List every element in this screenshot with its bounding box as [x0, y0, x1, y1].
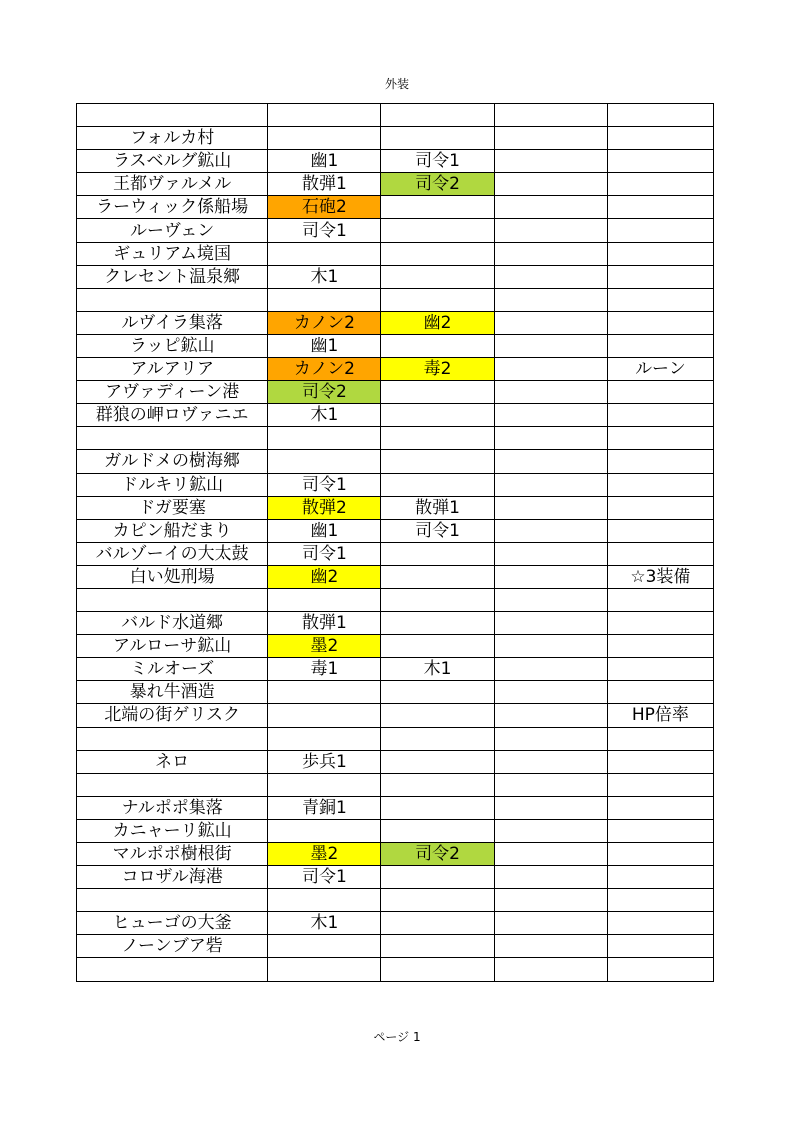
- value-cell-col1[interactable]: 木1: [268, 404, 381, 427]
- value-cell-col3[interactable]: [494, 542, 607, 565]
- value-cell-col3[interactable]: [494, 658, 607, 681]
- table-row: [77, 427, 714, 450]
- value-cell-col1[interactable]: [268, 958, 381, 981]
- table-row: [77, 104, 714, 127]
- value-cell-col4[interactable]: [607, 773, 713, 796]
- value-cell-col3[interactable]: [494, 265, 607, 288]
- value-cell-col2[interactable]: [381, 473, 494, 496]
- value-cell-col4[interactable]: [607, 889, 713, 912]
- value-cell-col4[interactable]: [607, 311, 713, 334]
- table-row: [77, 958, 714, 981]
- value-cell-col1[interactable]: 幽1: [268, 519, 381, 542]
- value-cell-col4[interactable]: [607, 150, 713, 173]
- value-cell-col1[interactable]: 幽1: [268, 150, 381, 173]
- value-cell-col3[interactable]: [494, 889, 607, 912]
- table-row: [77, 773, 714, 796]
- value-cell-col3[interactable]: [494, 404, 607, 427]
- value-cell-col2[interactable]: 幽2: [381, 311, 494, 334]
- value-cell-col1[interactable]: 墨2: [268, 843, 381, 866]
- value-cell-col2[interactable]: [381, 750, 494, 773]
- value-cell-col2[interactable]: 司令2: [381, 843, 494, 866]
- value-cell-col1[interactable]: 幽1: [268, 334, 381, 357]
- value-cell-col4[interactable]: [607, 334, 713, 357]
- value-cell-col1[interactable]: 幽2: [268, 565, 381, 588]
- location-name-cell[interactable]: 王都ヴァルメル: [77, 173, 268, 196]
- table-row: [77, 542, 714, 565]
- value-cell-col4[interactable]: [607, 612, 713, 635]
- value-cell-col3[interactable]: [494, 173, 607, 196]
- value-cell-col1[interactable]: 司令1: [268, 542, 381, 565]
- location-name-cell[interactable]: ラッピ鉱山: [77, 334, 268, 357]
- value-cell-col4[interactable]: [607, 219, 713, 242]
- value-cell-col1[interactable]: [268, 681, 381, 704]
- table-row: [77, 450, 714, 473]
- value-cell-col3[interactable]: [494, 219, 607, 242]
- value-cell-col2[interactable]: [381, 866, 494, 889]
- value-cell-col3[interactable]: [494, 381, 607, 404]
- location-name-cell[interactable]: ルヴイラ集落: [77, 311, 268, 334]
- value-cell-col1[interactable]: [268, 819, 381, 842]
- value-cell-col2[interactable]: [381, 773, 494, 796]
- location-name-cell[interactable]: ギュリアム境国: [77, 242, 268, 265]
- location-name-cell[interactable]: ミルオーズ: [77, 658, 268, 681]
- location-name-cell[interactable]: [77, 104, 268, 127]
- table-row: [77, 381, 714, 404]
- table-row: [77, 727, 714, 750]
- location-name-cell[interactable]: 群狼の岬ロヴァニエ: [77, 404, 268, 427]
- table-row: [77, 889, 714, 912]
- value-cell-col4[interactable]: [607, 288, 713, 311]
- value-cell-col2[interactable]: [381, 819, 494, 842]
- location-name-cell[interactable]: [77, 958, 268, 981]
- value-cell-col1[interactable]: [268, 773, 381, 796]
- location-name-cell[interactable]: クレセント温泉郷: [77, 265, 268, 288]
- value-cell-col2[interactable]: [381, 612, 494, 635]
- value-cell-col3[interactable]: [494, 819, 607, 842]
- value-cell-col2[interactable]: [381, 242, 494, 265]
- value-cell-col3[interactable]: [494, 242, 607, 265]
- value-cell-col4[interactable]: [607, 127, 713, 150]
- location-name-cell[interactable]: ラーウィック係船場: [77, 196, 268, 219]
- value-cell-col1[interactable]: 石砲2: [268, 196, 381, 219]
- value-cell-col2[interactable]: [381, 404, 494, 427]
- value-cell-col3[interactable]: [494, 588, 607, 611]
- value-cell-col3[interactable]: [494, 358, 607, 381]
- value-cell-col1[interactable]: [268, 288, 381, 311]
- value-cell-col2[interactable]: [381, 958, 494, 981]
- value-cell-col3[interactable]: [494, 104, 607, 127]
- value-cell-col3[interactable]: [494, 288, 607, 311]
- value-cell-col2[interactable]: 司令1: [381, 150, 494, 173]
- value-cell-col3[interactable]: [494, 450, 607, 473]
- location-name-cell[interactable]: [77, 427, 268, 450]
- table-row: [77, 635, 714, 658]
- location-name-cell[interactable]: バルド水道郷: [77, 612, 268, 635]
- value-cell-col1[interactable]: [268, 427, 381, 450]
- value-cell-col3[interactable]: [494, 150, 607, 173]
- location-name-cell[interactable]: アルアリア: [77, 358, 268, 381]
- value-cell-col3[interactable]: [494, 127, 607, 150]
- value-cell-col3[interactable]: [494, 473, 607, 496]
- value-cell-col4[interactable]: [607, 450, 713, 473]
- value-cell-col1[interactable]: 木1: [268, 912, 381, 935]
- value-cell-col1[interactable]: 墨2: [268, 635, 381, 658]
- value-cell-col1[interactable]: [268, 727, 381, 750]
- value-cell-col3[interactable]: [494, 912, 607, 935]
- table-row: [77, 473, 714, 496]
- value-cell-col4[interactable]: [607, 658, 713, 681]
- location-name-cell[interactable]: カニャーリ鉱山: [77, 819, 268, 842]
- location-name-cell[interactable]: アヴァディーン港: [77, 381, 268, 404]
- table-row: [77, 288, 714, 311]
- value-cell-col4[interactable]: [607, 912, 713, 935]
- value-cell-col2[interactable]: [381, 127, 494, 150]
- value-cell-col1[interactable]: 青銅1: [268, 796, 381, 819]
- value-cell-col2[interactable]: [381, 427, 494, 450]
- value-cell-col1[interactable]: 毒1: [268, 658, 381, 681]
- value-cell-col2[interactable]: [381, 450, 494, 473]
- table-row: [77, 750, 714, 773]
- location-name-cell[interactable]: 暴れ牛酒造: [77, 681, 268, 704]
- value-cell-col2[interactable]: 毒2: [381, 358, 494, 381]
- table-row: [77, 588, 714, 611]
- location-name-cell[interactable]: [77, 588, 268, 611]
- value-cell-col2[interactable]: [381, 334, 494, 357]
- value-cell-col3[interactable]: [494, 750, 607, 773]
- value-cell-col4[interactable]: ☆3装備: [607, 565, 713, 588]
- table-row: [77, 219, 714, 242]
- spreadsheet-table: [76, 103, 714, 982]
- value-cell-col3[interactable]: [494, 635, 607, 658]
- table-row: [77, 866, 714, 889]
- value-cell-col2[interactable]: [381, 196, 494, 219]
- location-name-cell[interactable]: アルローサ鉱山: [77, 635, 268, 658]
- value-cell-col4[interactable]: [607, 750, 713, 773]
- value-cell-col1[interactable]: [268, 450, 381, 473]
- value-cell-col1[interactable]: 司令1: [268, 866, 381, 889]
- table-row: [77, 311, 714, 334]
- value-cell-col1[interactable]: [268, 935, 381, 958]
- value-cell-col2[interactable]: [381, 542, 494, 565]
- value-cell-col2[interactable]: 散弾1: [381, 496, 494, 519]
- value-cell-col2[interactable]: [381, 681, 494, 704]
- table-row: [77, 681, 714, 704]
- value-cell-col1[interactable]: [268, 889, 381, 912]
- table-row: [77, 796, 714, 819]
- value-cell-col3[interactable]: [494, 866, 607, 889]
- value-cell-col4[interactable]: [607, 381, 713, 404]
- value-cell-col3[interactable]: [494, 796, 607, 819]
- value-cell-col3[interactable]: [494, 843, 607, 866]
- value-cell-col3[interactable]: [494, 612, 607, 635]
- value-cell-col4[interactable]: [607, 265, 713, 288]
- value-cell-col3[interactable]: [494, 727, 607, 750]
- table-row: [77, 935, 714, 958]
- table-row: [77, 196, 714, 219]
- value-cell-col3[interactable]: [494, 704, 607, 727]
- value-cell-col4[interactable]: ルーン: [607, 358, 713, 381]
- location-name-cell[interactable]: 北端の街ゲリスク: [77, 704, 268, 727]
- value-cell-col1[interactable]: [268, 127, 381, 150]
- table-row: [77, 912, 714, 935]
- value-cell-col1[interactable]: 散弾1: [268, 173, 381, 196]
- value-cell-col2[interactable]: [381, 104, 494, 127]
- value-cell-col1[interactable]: [268, 104, 381, 127]
- value-cell-col3[interactable]: [494, 773, 607, 796]
- value-cell-col2[interactable]: [381, 704, 494, 727]
- value-cell-col1[interactable]: カノン2: [268, 311, 381, 334]
- value-cell-col3[interactable]: [494, 196, 607, 219]
- value-cell-col4[interactable]: [607, 588, 713, 611]
- value-cell-col2[interactable]: [381, 935, 494, 958]
- value-cell-col2[interactable]: [381, 565, 494, 588]
- value-cell-col3[interactable]: [494, 519, 607, 542]
- table-row: [77, 612, 714, 635]
- table-row: [77, 704, 714, 727]
- value-cell-col4[interactable]: HP倍率: [607, 704, 713, 727]
- value-cell-col4[interactable]: [607, 519, 713, 542]
- value-cell-col2[interactable]: 司令1: [381, 519, 494, 542]
- location-name-cell[interactable]: ノーンブア砦: [77, 935, 268, 958]
- location-name-cell[interactable]: ドルキリ鉱山: [77, 473, 268, 496]
- location-name-cell[interactable]: ヒューゴの大釜: [77, 912, 268, 935]
- table-row: [77, 658, 714, 681]
- value-cell-col3[interactable]: [494, 935, 607, 958]
- value-cell-col4[interactable]: [607, 958, 713, 981]
- value-cell-col2[interactable]: 木1: [381, 658, 494, 681]
- location-name-cell[interactable]: 白い処刑場: [77, 565, 268, 588]
- value-cell-col1[interactable]: カノン2: [268, 358, 381, 381]
- location-name-cell[interactable]: [77, 727, 268, 750]
- value-cell-col1[interactable]: [268, 242, 381, 265]
- table-row: [77, 819, 714, 842]
- table-row: [77, 127, 714, 150]
- value-cell-col2[interactable]: [381, 796, 494, 819]
- spreadsheet-body: [77, 104, 714, 982]
- value-cell-col2[interactable]: [381, 381, 494, 404]
- value-cell-col1[interactable]: 散弾2: [268, 496, 381, 519]
- value-cell-col4[interactable]: [607, 104, 713, 127]
- value-cell-col4[interactable]: [607, 681, 713, 704]
- table-row: [77, 404, 714, 427]
- table-row: [77, 843, 714, 866]
- table-row: [77, 265, 714, 288]
- value-cell-col1[interactable]: [268, 704, 381, 727]
- value-cell-col2[interactable]: [381, 727, 494, 750]
- location-name-cell[interactable]: [77, 889, 268, 912]
- value-cell-col3[interactable]: [494, 334, 607, 357]
- value-cell-col1[interactable]: 木1: [268, 265, 381, 288]
- value-cell-col4[interactable]: [607, 796, 713, 819]
- value-cell-col3[interactable]: [494, 427, 607, 450]
- location-name-cell[interactable]: コロザル海港: [77, 866, 268, 889]
- value-cell-col4[interactable]: [607, 404, 713, 427]
- table-row: [77, 334, 714, 357]
- value-cell-col4[interactable]: [607, 427, 713, 450]
- table-row: [77, 173, 714, 196]
- value-cell-col4[interactable]: [607, 935, 713, 958]
- location-name-cell[interactable]: バルゾーイの大太鼓: [77, 542, 268, 565]
- location-name-cell[interactable]: カピン船だまり: [77, 519, 268, 542]
- value-cell-col4[interactable]: [607, 843, 713, 866]
- value-cell-col2[interactable]: 司令2: [381, 173, 494, 196]
- location-name-cell[interactable]: ネロ: [77, 750, 268, 773]
- value-cell-col2[interactable]: [381, 219, 494, 242]
- value-cell-col4[interactable]: [607, 496, 713, 519]
- value-cell-col3[interactable]: [494, 565, 607, 588]
- location-name-cell[interactable]: ドガ要塞: [77, 496, 268, 519]
- location-name-cell[interactable]: ルーヴェン: [77, 219, 268, 242]
- table-row: [77, 358, 714, 381]
- location-name-cell[interactable]: [77, 773, 268, 796]
- table-row: [77, 242, 714, 265]
- value-cell-col3[interactable]: [494, 958, 607, 981]
- value-cell-col4[interactable]: [607, 542, 713, 565]
- value-cell-col1[interactable]: 司令2: [268, 381, 381, 404]
- value-cell-col2[interactable]: [381, 912, 494, 935]
- table-row: [77, 150, 714, 173]
- value-cell-col2[interactable]: [381, 288, 494, 311]
- location-name-cell[interactable]: ラスベルグ鉱山: [77, 150, 268, 173]
- location-name-cell[interactable]: フォルカ村: [77, 127, 268, 150]
- value-cell-col3[interactable]: [494, 681, 607, 704]
- value-cell-col1[interactable]: 歩兵1: [268, 750, 381, 773]
- value-cell-col2[interactable]: [381, 889, 494, 912]
- value-cell-col4[interactable]: [607, 173, 713, 196]
- value-cell-col4[interactable]: [607, 866, 713, 889]
- table-row: [77, 519, 714, 542]
- value-cell-col3[interactable]: [494, 496, 607, 519]
- table-row: [77, 565, 714, 588]
- value-cell-col1[interactable]: 散弾1: [268, 612, 381, 635]
- value-cell-col4[interactable]: [607, 473, 713, 496]
- value-cell-col4[interactable]: [607, 242, 713, 265]
- value-cell-col4[interactable]: [607, 819, 713, 842]
- location-name-cell[interactable]: ガルドメの樹海郷: [77, 450, 268, 473]
- value-cell-col2[interactable]: [381, 265, 494, 288]
- value-cell-col2[interactable]: [381, 635, 494, 658]
- location-name-cell[interactable]: マルポポ樹根街: [77, 843, 268, 866]
- page-title: 外装: [384, 77, 409, 91]
- value-cell-col1[interactable]: 司令1: [268, 219, 381, 242]
- value-cell-col3[interactable]: [494, 311, 607, 334]
- location-name-cell[interactable]: [77, 288, 268, 311]
- table-row: [77, 496, 714, 519]
- value-cell-col4[interactable]: [607, 635, 713, 658]
- value-cell-col1[interactable]: [268, 588, 381, 611]
- value-cell-col1[interactable]: 司令1: [268, 473, 381, 496]
- value-cell-col4[interactable]: [607, 727, 713, 750]
- value-cell-col2[interactable]: [381, 588, 494, 611]
- value-cell-col4[interactable]: [607, 196, 713, 219]
- page-number: ページ 1: [373, 1030, 421, 1044]
- location-name-cell[interactable]: ナルポポ集落: [77, 796, 268, 819]
